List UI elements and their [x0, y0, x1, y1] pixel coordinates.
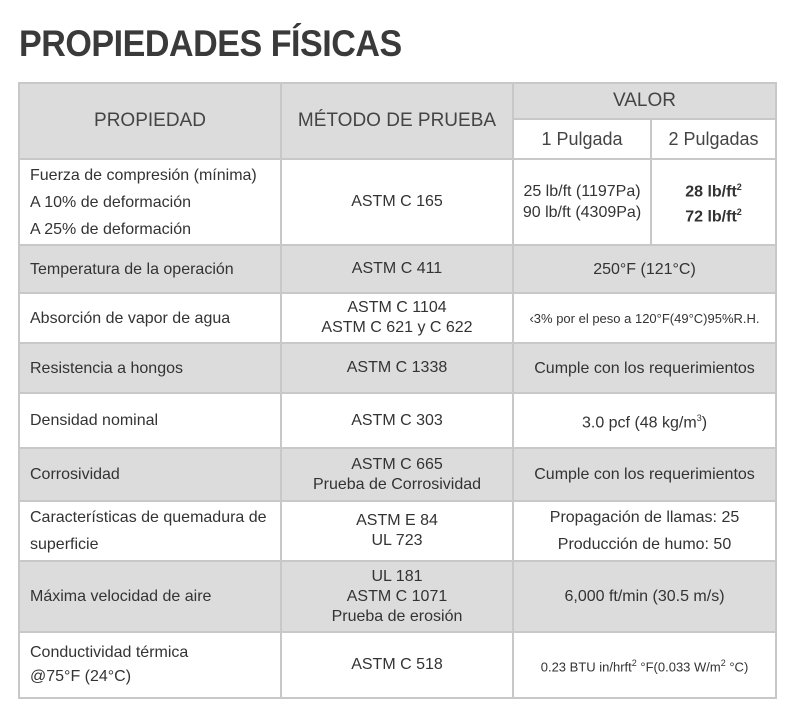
value-text: °C) [725, 659, 749, 675]
cell-method [281, 448, 513, 501]
header-property: PROPIEDAD [19, 83, 281, 159]
method-text: ASTM C 1071 [346, 587, 448, 605]
method-text: ASTM C 1104 [347, 299, 447, 316]
property-text: A 25% de deformación [30, 220, 191, 238]
method-text: ASTM C 665 [351, 455, 443, 473]
cell-method [281, 561, 513, 632]
table-row [19, 343, 776, 393]
cell-value: Cumple con los requerimientos [513, 343, 776, 393]
superscript: 2 [736, 207, 742, 217]
table-row [19, 245, 776, 293]
value-text: 72 lb/ft [685, 208, 737, 226]
value-text: 90 lb/ft (4309Pa) [522, 204, 642, 221]
method-text: Prueba de Corrosividad [312, 475, 482, 493]
method-text: ASTM C 165 [351, 193, 443, 210]
value-text: Producción de humo: 50 [557, 536, 732, 553]
value-text: 25 lb/ft (1197Pa) [523, 183, 641, 200]
header-value: VALOR [513, 83, 776, 119]
method-text: UL 723 [371, 532, 423, 549]
superscript: 3 [696, 412, 702, 423]
cell-property: Temperatura de la operación [19, 245, 281, 293]
cell-property [19, 501, 281, 561]
property-text: Características de quemadura de [30, 509, 267, 526]
property-text: @75°F (24°C) [30, 668, 132, 685]
header-method: MÉTODO DE PRUEBA [281, 83, 513, 159]
table-row [19, 561, 776, 632]
cell-value [513, 393, 776, 448]
table-row [19, 448, 776, 501]
value-text: 28 lb/ft [685, 183, 737, 200]
cell-value: 6,000 ft/min (30.5 m/s) [513, 561, 776, 632]
property-text: Conductividad térmica [30, 644, 189, 661]
cell-method [281, 501, 513, 561]
cell-property: Máxima velocidad de aire [19, 561, 281, 632]
superscript: 2 [720, 657, 726, 668]
property-text: A 10% de deformación [30, 193, 191, 211]
cell-property [19, 632, 281, 698]
cell-property: Densidad nominal [19, 393, 281, 448]
property-text: Fuerza de compresión (mínima) [30, 166, 257, 184]
cell-value: 250°F (121°C) [513, 245, 776, 293]
header-one-inch: 1 Pulgada [513, 119, 651, 159]
value-text: 0.23 BTU in/hrft [540, 659, 632, 675]
cell-method: ASTM C 303 [281, 393, 513, 448]
cell-property [19, 159, 281, 245]
table-row [19, 632, 776, 698]
cell-property: Absorción de vapor de agua [19, 293, 281, 343]
cell-method [281, 159, 513, 245]
table-row [19, 501, 776, 561]
cell-two-inch [651, 159, 776, 245]
cell-method: ASTM C 518 [281, 632, 513, 698]
cell-method: ASTM C 411 [281, 245, 513, 293]
page-title: PROPIEDADES FÍSICAS [19, 23, 402, 64]
table-row [19, 293, 776, 343]
cell-value [513, 632, 776, 698]
cell-property: Corrosividad [19, 448, 281, 501]
cell-property: Resistencia a hongos [19, 343, 281, 393]
method-text: Prueba de erosión [331, 607, 463, 625]
header-two-inch: 2 Pulgadas [651, 119, 776, 159]
cell-one-inch [513, 159, 651, 245]
superscript: 2 [631, 657, 637, 668]
cell-value [513, 501, 776, 561]
property-text: superficie [30, 536, 99, 553]
method-text: ASTM C 621 y C 622 [321, 319, 473, 336]
method-text: ASTM E 84 [356, 512, 438, 529]
value-text: ) [701, 414, 708, 432]
value-text: Propagación de llamas: 25 [549, 509, 740, 526]
method-text: UL 181 [371, 567, 423, 585]
value-text: 3.0 pcf (48 kg/m [581, 414, 697, 432]
cell-value: Cumple con los requerimientos [513, 448, 776, 501]
properties-table [18, 82, 777, 699]
value-text: °F(0.033 W/m [636, 659, 721, 675]
table-row [19, 393, 776, 448]
table-row [19, 159, 776, 245]
cell-value: ‹3% por el peso a 120°F(49°C)95%R.H. [513, 293, 776, 343]
cell-method [281, 293, 513, 343]
superscript: 2 [736, 181, 742, 192]
cell-method: ASTM C 1338 [281, 343, 513, 393]
